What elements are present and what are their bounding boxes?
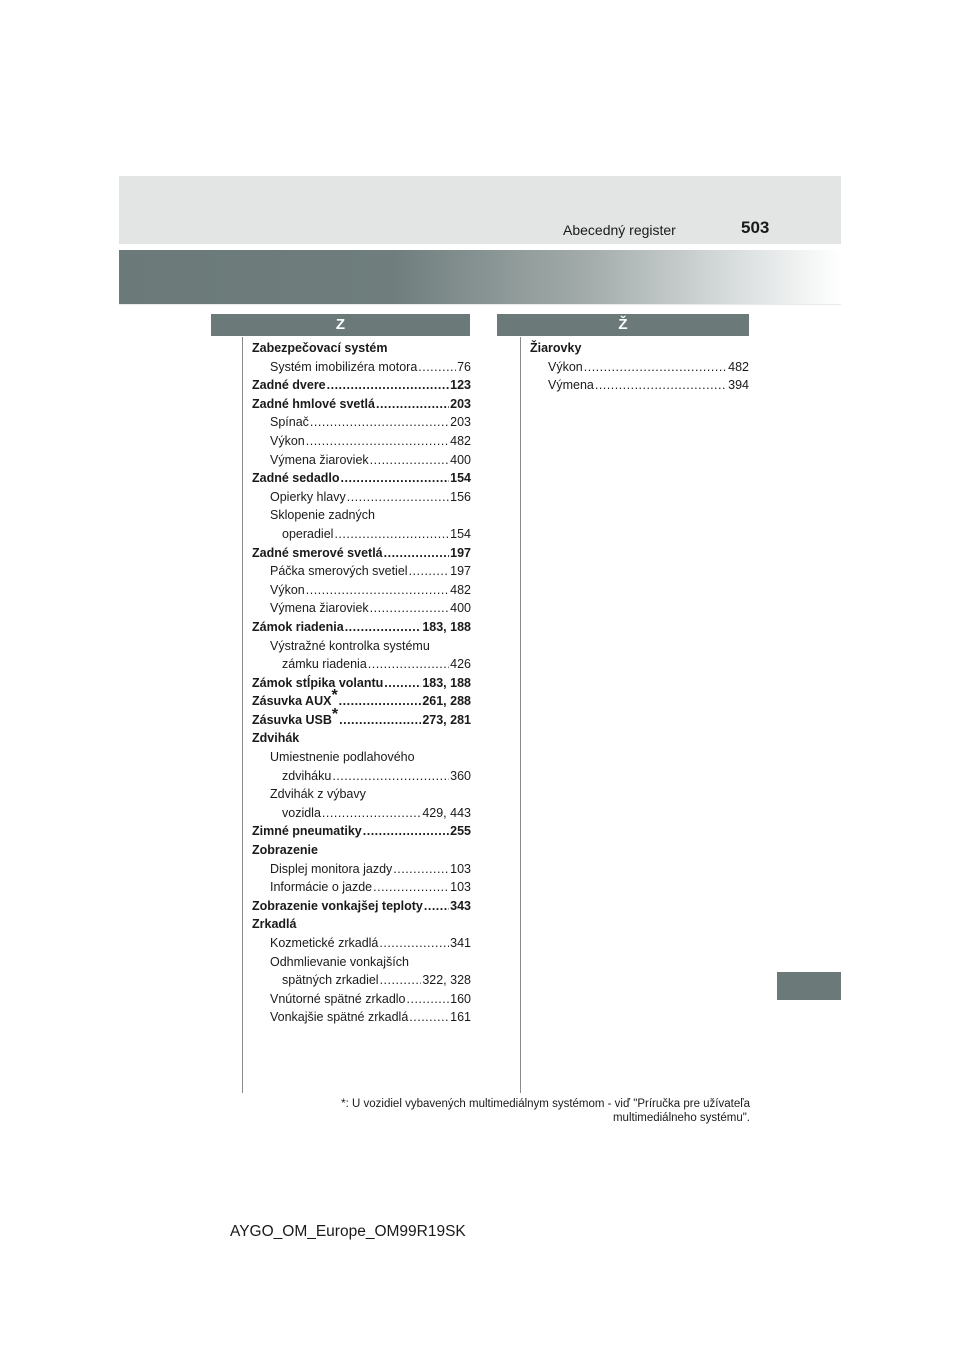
index-entry	[530, 339, 749, 358]
entry-page-ref: 482	[728, 359, 749, 374]
entry-label: zámku riadenia	[282, 657, 367, 672]
entry-label: Sklopenie zadných	[270, 508, 375, 523]
index-subentry	[252, 878, 471, 897]
index-column-left	[252, 339, 471, 1027]
entry-label: spätných zrkadiel	[282, 973, 379, 988]
index-subentry	[252, 971, 471, 990]
index-subentry	[252, 785, 471, 804]
dot-leader	[306, 581, 449, 600]
index-subentry	[252, 637, 471, 656]
dot-leader	[584, 358, 727, 377]
entry-label: Umiestnenie podlahového	[270, 750, 415, 765]
index-letter-heading-z: Z	[211, 314, 470, 336]
entry-page-ref: 426	[450, 657, 471, 672]
dot-leader	[379, 934, 449, 953]
dot-leader	[332, 767, 449, 786]
index-subentry	[530, 376, 749, 395]
entry-label: Zámok stĺpika volantu	[252, 675, 384, 690]
entry-label: Spínač	[270, 415, 309, 430]
entry-label: Výkon	[548, 359, 583, 374]
dot-leader	[322, 804, 421, 823]
footnote-line: multimediálneho systému".	[612, 1112, 750, 1124]
entry-page-ref: 156	[450, 489, 471, 504]
entry-label: Zadné dvere	[252, 378, 326, 393]
index-entry	[252, 544, 471, 563]
dot-leader	[424, 897, 449, 916]
entry-page-ref: 154	[450, 471, 471, 486]
entry-label: Výkon	[270, 433, 305, 448]
entry-label: Páčka smerových svetiel	[270, 564, 408, 579]
entry-label: Žiarovky	[530, 341, 582, 355]
entry-label: Výmena žiaroviek	[270, 452, 369, 467]
index-entry	[252, 822, 471, 841]
entry-label: Displej monitora jazdy	[270, 861, 393, 876]
index-column-right	[530, 339, 749, 395]
index-subentry	[252, 804, 471, 823]
entry-label: Zásuvka AUX	[252, 694, 332, 709]
index-entry: Zásuvka USB * ..... 273, 281	[252, 711, 471, 730]
dot-leader	[409, 562, 450, 581]
index-subentry	[252, 432, 471, 451]
entry-label: Zásuvka USB	[252, 712, 332, 727]
entry-page-ref: 76	[457, 359, 471, 374]
entry-page-ref: 183, 188	[422, 675, 471, 690]
column-rule-right	[520, 337, 521, 1093]
index-subentry	[252, 488, 471, 507]
index-entry	[252, 469, 471, 488]
index-subentry	[252, 990, 471, 1009]
index-subentry	[252, 934, 471, 953]
index-subentry	[252, 506, 471, 525]
footnote	[280, 1097, 750, 1125]
entry-page-ref: 197	[450, 545, 471, 560]
entry-label: zdviháku	[282, 768, 332, 783]
dot-leader	[370, 599, 449, 618]
entry-label: Výstražné kontrolka systému	[270, 638, 430, 653]
dot-leader	[370, 451, 449, 470]
dot-leader	[407, 990, 450, 1009]
entry-page-ref: 341	[450, 936, 471, 950]
entry-page-ref: 103	[450, 880, 471, 895]
dot-leader	[345, 618, 422, 637]
index-entry	[252, 915, 471, 934]
index-entry	[252, 674, 471, 693]
entry-label: Informácie o jazde	[270, 880, 373, 895]
index-subentry	[252, 562, 471, 581]
entry-label: Zadné smerové svetlá	[252, 545, 383, 560]
entry-page-ref: 183, 188	[422, 619, 471, 634]
entry-label: Zrkadlá	[252, 917, 297, 932]
entry-page-ref: 161	[450, 1010, 471, 1025]
entry-label: Opierky hlavy	[270, 489, 346, 504]
dot-leader	[363, 822, 449, 841]
dot-leader	[339, 711, 421, 730]
entry-label: Zimné pneumatiky	[252, 824, 362, 839]
entry-label: Zabezpečovací systém	[252, 341, 388, 355]
entry-page-ref: 154	[450, 526, 471, 541]
index-subentry	[252, 358, 471, 377]
entry-label: Zdvihák	[252, 731, 300, 746]
index-entry: Zásuvka AUX * ..... 261, 288	[252, 692, 471, 711]
entry-page-ref: 160	[450, 991, 471, 1006]
entry-page-ref: 400	[450, 601, 471, 616]
index-entry	[252, 841, 471, 860]
entry-page-ref: 103	[450, 861, 471, 876]
entry-page-ref: 400	[450, 452, 471, 467]
index-subentry	[252, 599, 471, 618]
entry-page-ref: 360	[450, 768, 471, 783]
entry-page-ref: 482	[450, 582, 471, 597]
index-subentry	[252, 953, 471, 972]
dot-leader	[595, 376, 727, 395]
index-subentry	[252, 525, 471, 544]
entry-label: Odhmlievanie vonkajších	[270, 954, 409, 969]
entry-page-ref: 322, 328	[422, 973, 471, 988]
entry-label: Výmena žiaroviek	[270, 601, 369, 616]
entry-page-ref: 197	[450, 564, 471, 579]
dot-leader	[339, 692, 422, 711]
entry-label: vozidla	[282, 805, 321, 820]
header-gradient-band	[119, 250, 841, 304]
index-subentry	[252, 1008, 471, 1027]
entry-page-ref: 429, 443	[422, 805, 471, 820]
column-rule-left	[242, 337, 243, 1093]
entry-label: Zámok riadenia	[252, 619, 344, 634]
index-entry	[252, 618, 471, 637]
entry-label: Vnútorné spätné zrkadlo	[270, 991, 406, 1006]
entry-page-ref: 203	[450, 415, 471, 430]
footnote-line: *: U vozidiel vybavených multimediálnym systémom - viď "Príručka pre užívateľa	[341, 1098, 750, 1110]
entry-page-ref: 482	[450, 433, 471, 448]
dot-leader	[341, 469, 450, 488]
entry-label: Zobrazenie	[252, 843, 318, 858]
dot-leader	[409, 1008, 449, 1027]
index-letter-heading-zh: Ž	[497, 314, 749, 336]
index-entry	[252, 897, 471, 916]
document-code: AYGO_OM_Europe_OM99R19SK	[230, 1223, 466, 1240]
entry-page-ref: 261, 288	[422, 694, 471, 709]
entry-label: Systém imobilizéra motora	[270, 359, 418, 374]
dot-leader	[384, 674, 421, 693]
entry-label: operadiel	[282, 526, 334, 541]
index-subentry	[252, 655, 471, 674]
entry-page-ref: 273, 281	[422, 712, 471, 727]
index-subentry	[252, 451, 471, 470]
index-subentry	[530, 358, 749, 377]
index-subentry	[252, 860, 471, 879]
index-entry	[252, 395, 471, 414]
dot-leader	[418, 358, 456, 377]
entry-label: Výmena	[548, 378, 594, 393]
entry-label: Vonkajšie spätné zrkadlá	[270, 1010, 409, 1025]
header-divider	[119, 304, 841, 305]
index-subentry	[252, 748, 471, 767]
dot-leader	[373, 878, 449, 897]
index-entry	[252, 729, 471, 748]
entry-label: Zadné hmlové svetlá	[252, 396, 375, 411]
dot-leader	[334, 525, 449, 544]
entry-label: Výkon	[270, 582, 305, 597]
dot-leader	[310, 413, 449, 432]
index-subentry	[252, 767, 471, 786]
entry-page-ref: 203	[450, 396, 471, 411]
dot-leader	[368, 655, 449, 674]
index-subentry	[252, 581, 471, 600]
index-entry	[252, 339, 471, 358]
dot-leader	[347, 488, 449, 507]
dot-leader	[393, 860, 449, 879]
page-title: Abecedný register	[563, 222, 676, 238]
index-subentry	[252, 413, 471, 432]
entry-page-ref: 123	[450, 378, 471, 393]
entry-label: Kozmetické zrkadlá	[270, 936, 379, 950]
entry-label: Zadné sedadlo	[252, 471, 340, 486]
dot-leader	[380, 971, 422, 990]
index-entry	[252, 376, 471, 395]
entry-page-ref: 343	[450, 898, 471, 913]
entry-page-ref: 255	[450, 824, 471, 839]
dot-leader	[376, 395, 449, 414]
dot-leader	[306, 432, 449, 451]
dot-leader	[327, 376, 450, 395]
dot-leader	[384, 544, 450, 563]
section-side-tab	[777, 972, 841, 1000]
entry-page-ref: 394	[728, 378, 749, 393]
entry-label: Zobrazenie vonkajšej teploty	[252, 898, 423, 913]
page-number: 503	[741, 218, 770, 237]
entry-label: Zdvihák z výbavy	[270, 787, 366, 802]
header-bar	[119, 176, 841, 244]
